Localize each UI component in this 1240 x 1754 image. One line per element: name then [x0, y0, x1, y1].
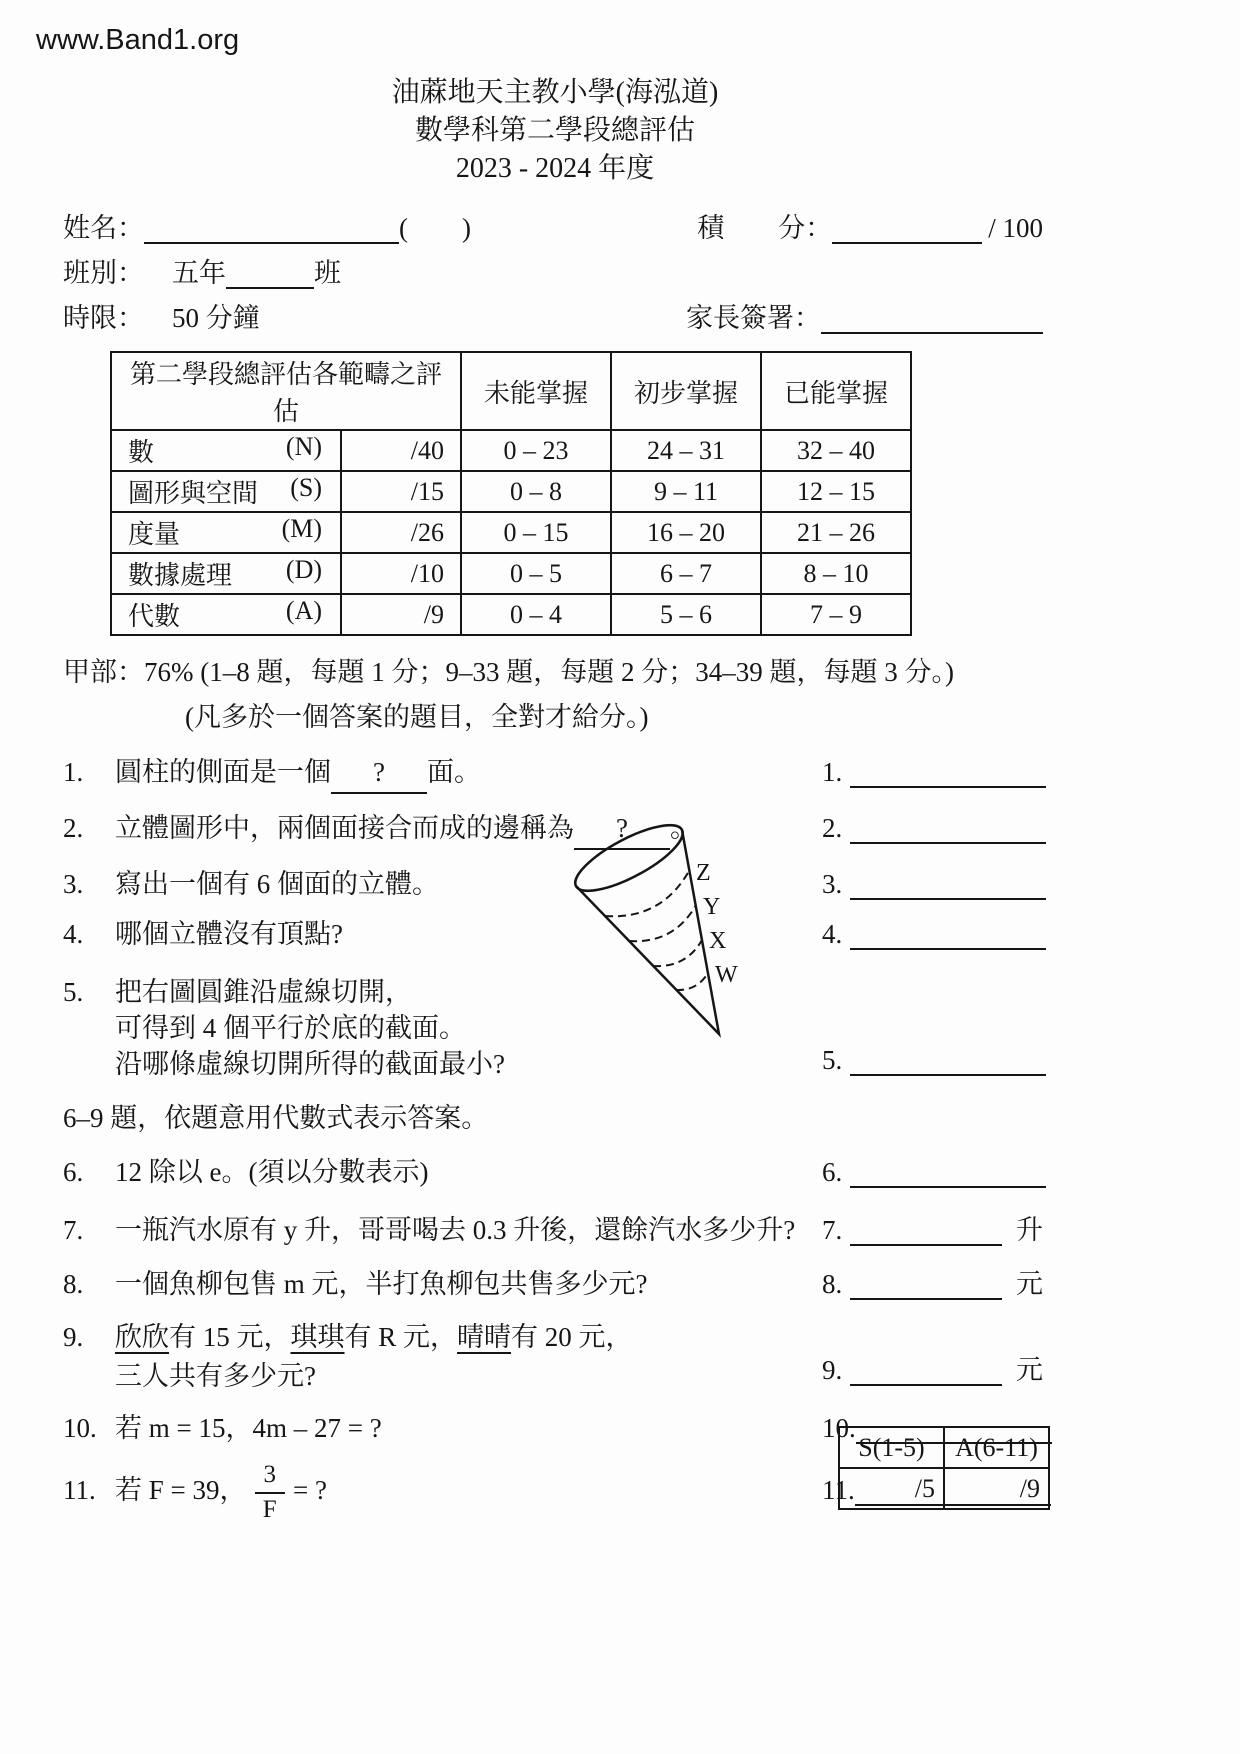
- class-blank: [226, 283, 314, 289]
- score-table-header-row: [111, 352, 911, 430]
- category-code: (S): [290, 473, 322, 502]
- range-master: 32 – 40: [761, 430, 911, 471]
- question-9-t3: 有 20 元，: [511, 1322, 633, 1352]
- marks-summary-s-score: /5: [839, 1468, 944, 1509]
- category-total: /40: [341, 430, 461, 471]
- range-master: 12 – 15: [761, 471, 911, 512]
- range-basic: 24 – 31: [611, 430, 761, 471]
- question-1: [63, 752, 1240, 792]
- answer-5-number: 5.: [822, 1045, 843, 1075]
- question-3-number: 3.: [63, 869, 84, 899]
- question-9-t2: 有 R 元，: [344, 1322, 458, 1352]
- category-cell: [111, 471, 341, 512]
- range-fail: 0 – 8: [461, 471, 611, 512]
- question-7-number: 7.: [63, 1215, 84, 1245]
- instruction-6-9-text: 6–9 題，依題意用代數式表示答案。: [63, 1103, 489, 1133]
- category-total: /9: [341, 594, 461, 635]
- answer-3: [822, 864, 1046, 904]
- score-table-row-data-handling: [111, 553, 911, 594]
- category-name: 數: [128, 438, 155, 467]
- question-5-number: 5.: [63, 977, 84, 1007]
- answer-8-blank: [850, 1294, 1002, 1300]
- answer-6-blank: [850, 1182, 1046, 1188]
- answer-6-number: 6.: [822, 1157, 843, 1187]
- category-cell: [111, 512, 341, 553]
- answer-2-number: 2.: [822, 813, 843, 843]
- score-table-row-measures: [111, 512, 911, 553]
- answer-4-number: 4.: [822, 919, 843, 949]
- category-name: 圖形與空間: [128, 479, 259, 508]
- answer-6: [822, 1152, 1046, 1192]
- answer-4-blank: [850, 944, 1046, 950]
- question-5-line1: 把右圖圓錐沿虛線切開，: [115, 977, 412, 1007]
- question-1-number: 1.: [63, 757, 84, 787]
- question-6: [63, 1152, 1240, 1192]
- question-7-text: 一瓶汽水原有 y 升，哥哥喝去 0.3 升後，還餘汽水多少升?: [115, 1215, 796, 1245]
- score-table-row-algebra: [111, 594, 911, 635]
- fraction-denominator: F: [262, 1495, 277, 1523]
- cone-label-z: Z: [696, 860, 711, 886]
- score-blank: [832, 238, 982, 244]
- answer-11-number: 11.: [822, 1475, 855, 1505]
- marks-summary-a-score: /9: [944, 1468, 1049, 1509]
- cone-diagram: [567, 806, 767, 1054]
- answer-10-number: 10.: [822, 1413, 856, 1443]
- range-master: 21 – 26: [761, 512, 911, 553]
- score-table-fail-header: 未能掌握: [461, 352, 611, 430]
- question-11: [63, 1458, 1240, 1522]
- info-row-class: [63, 251, 1043, 296]
- question-9-line1: [115, 1318, 633, 1357]
- answer-9: [822, 1350, 1043, 1390]
- range-fail: 0 – 15: [461, 512, 611, 553]
- question-7: [63, 1210, 1240, 1250]
- answer-5-blank: [850, 1070, 1046, 1076]
- question-9: [63, 1318, 1240, 1396]
- range-master: 8 – 10: [761, 553, 911, 594]
- class-label: 班別：: [63, 258, 144, 288]
- exam-title: 數學科第二學段總評估: [414, 115, 695, 146]
- watermark-url: www.Band1.org: [36, 24, 240, 56]
- answer-1: [822, 752, 1046, 792]
- question-9-number: 9.: [63, 1322, 84, 1352]
- range-fail: 0 – 23: [461, 430, 611, 471]
- category-total: /15: [341, 471, 461, 512]
- class-prefix: 五年: [172, 258, 226, 288]
- question-5-line2: 可得到 4 個平行於底的截面。: [115, 1013, 466, 1043]
- question-11-fraction: [255, 1461, 286, 1525]
- question-1-text-pre: 圓柱的側面是一個: [115, 757, 331, 787]
- question-5-text: [115, 974, 505, 1082]
- cone-label-y: Y: [703, 894, 721, 920]
- answer-1-number: 1.: [822, 757, 843, 787]
- score-table-row-number: [111, 430, 911, 471]
- category-total: /10: [341, 553, 461, 594]
- question-9-text: [115, 1318, 633, 1396]
- answer-8-unit: 元: [1016, 1269, 1043, 1299]
- score-table-master-header: 已能掌握: [761, 352, 911, 430]
- question-9-name3: 晴晴: [457, 1322, 512, 1352]
- cone-cut-line-w: [676, 973, 708, 990]
- category-name: 數據處理: [128, 561, 233, 590]
- answer-9-blank: [850, 1380, 1002, 1386]
- answer-3-number: 3.: [822, 869, 843, 899]
- score-table-row-shape-space: [111, 471, 911, 512]
- cone-label-x: X: [709, 928, 727, 954]
- marks-summary-a-header: A(6-11): [944, 1427, 1049, 1468]
- answer-4: [822, 914, 1046, 954]
- question-10-number: 10.: [63, 1413, 97, 1443]
- question-11-text-pre: 若 F = 39，: [115, 1475, 247, 1505]
- student-info-section: [63, 206, 1043, 341]
- answer-7-blank: [850, 1240, 1002, 1246]
- answer-2: [822, 808, 1046, 848]
- question-6-number: 6.: [63, 1157, 84, 1187]
- question-10: [63, 1408, 1240, 1448]
- time-limit-label: 時限：: [63, 303, 144, 333]
- cone-label-w: W: [715, 962, 738, 988]
- cone-base-ellipse: [567, 813, 691, 903]
- question-2-text-post: 。: [670, 813, 697, 843]
- fraction-numerator: 3: [255, 1461, 286, 1494]
- category-code: (A): [285, 596, 322, 625]
- parent-signature-group: [686, 296, 1043, 341]
- category-name: 代數: [128, 602, 181, 631]
- question-6-text: 12 除以 e。(須以分數表示): [115, 1157, 429, 1187]
- class-number-paren-open: (: [399, 213, 408, 243]
- question-9-line2: 三人共有多少元?: [115, 1361, 316, 1391]
- range-basic: 6 – 7: [611, 553, 761, 594]
- answer-7-unit: 升: [1016, 1215, 1043, 1245]
- cone-cut-line-y: [629, 905, 696, 941]
- name-blank: [144, 238, 399, 244]
- question-11-number: 11.: [63, 1475, 96, 1505]
- score-group: [697, 206, 1043, 251]
- question-9-name1: 欣欣: [115, 1322, 169, 1352]
- question-11-text-post: = ?: [293, 1475, 327, 1505]
- answer-8-number: 8.: [822, 1269, 843, 1299]
- question-10-text: 若 m = 15，4m – 27 = ?: [115, 1413, 382, 1443]
- time-limit-value: 50 分鐘: [172, 303, 260, 333]
- category-cell: [111, 594, 341, 635]
- marks-summary-table: [838, 1426, 1050, 1510]
- exam-year: 2023 - 2024 年度: [455, 153, 655, 184]
- marks-summary-header-row: [839, 1427, 1049, 1468]
- question-3-text: 寫出一個有 6 個面的立體。: [115, 869, 439, 899]
- category-code: (D): [285, 555, 322, 584]
- category-code: (M): [281, 514, 322, 543]
- answer-5: [822, 1040, 1046, 1080]
- category-code: (N): [285, 432, 322, 461]
- class-number-paren-close: ): [462, 213, 471, 243]
- assessment-score-table: [110, 351, 912, 636]
- cone-cut-line-z: [605, 871, 689, 916]
- question-4-text: 哪個立體沒有頂點?: [115, 919, 343, 949]
- question-9-t1: 有 15 元，: [169, 1322, 291, 1352]
- question-1-inline-blank: ?: [331, 752, 427, 794]
- info-row-name-score: [63, 206, 1043, 251]
- range-basic: 16 – 20: [611, 512, 761, 553]
- question-8: [63, 1264, 1240, 1304]
- category-cell: [111, 553, 341, 594]
- cone-cut-line-x: [653, 940, 702, 966]
- question-2-inline-blank: ?: [574, 808, 670, 850]
- answer-8: [822, 1264, 1043, 1304]
- category-total: /26: [341, 512, 461, 553]
- score-table-basic-header: 初步掌握: [611, 352, 761, 430]
- range-fail: 0 – 4: [461, 594, 611, 635]
- score-denominator: / 100: [988, 213, 1043, 243]
- answer-7-number: 7.: [822, 1215, 843, 1245]
- question-9-name2: 琪琪: [290, 1322, 345, 1352]
- marks-summary-value-row: [839, 1468, 1049, 1509]
- category-name: 度量: [128, 520, 181, 549]
- answer-7: [822, 1210, 1043, 1250]
- marks-summary-s-header: S(1-5): [839, 1427, 944, 1468]
- school-name: 油蔴地天主教小學(海泓道): [391, 77, 719, 108]
- name-label: 姓名：: [63, 213, 144, 243]
- question-4-number: 4.: [63, 919, 84, 949]
- instruction-6-9: [63, 1098, 1240, 1138]
- class-suffix: 班: [314, 258, 341, 288]
- category-cell: [111, 430, 341, 471]
- answer-1-blank: [850, 782, 1046, 788]
- parent-signature-blank: [821, 328, 1043, 334]
- section-a-note: (凡多於一個答案的題目，全對才給分。): [185, 702, 649, 732]
- score-label: 積 分：: [697, 213, 833, 243]
- question-2-number: 2.: [63, 813, 84, 843]
- section-a-heading: 甲部：76% (1–8 題，每題 1 分；9–33 題，每題 2 分；34–39 題，每題 3 分。): [63, 657, 954, 687]
- answer-9-unit: 元: [1016, 1355, 1043, 1385]
- question-5-line3: 沿哪條虛線切開所得的截面最小?: [115, 1049, 505, 1079]
- answer-9-number: 9.: [822, 1355, 843, 1385]
- answer-3-blank: [850, 894, 1046, 900]
- parent-signature-label: 家長簽署：: [686, 303, 821, 333]
- info-row-time-signature: [63, 296, 1043, 341]
- question-2-text-pre: 立體圖形中，兩個面接合而成的邊稱為: [115, 813, 574, 843]
- question-1-text-post: 面。: [427, 757, 481, 787]
- question-8-number: 8.: [63, 1269, 84, 1299]
- answer-2-blank: [850, 838, 1046, 844]
- question-8-text: 一個魚柳包售 m 元，半打魚柳包共售多少元?: [115, 1269, 648, 1299]
- range-basic: 5 – 6: [611, 594, 761, 635]
- score-table-scope-header: 第二學段總評估各範疇之評估: [111, 352, 461, 430]
- range-master: 7 – 9: [761, 594, 911, 635]
- range-fail: 0 – 5: [461, 553, 611, 594]
- range-basic: 9 – 11: [611, 471, 761, 512]
